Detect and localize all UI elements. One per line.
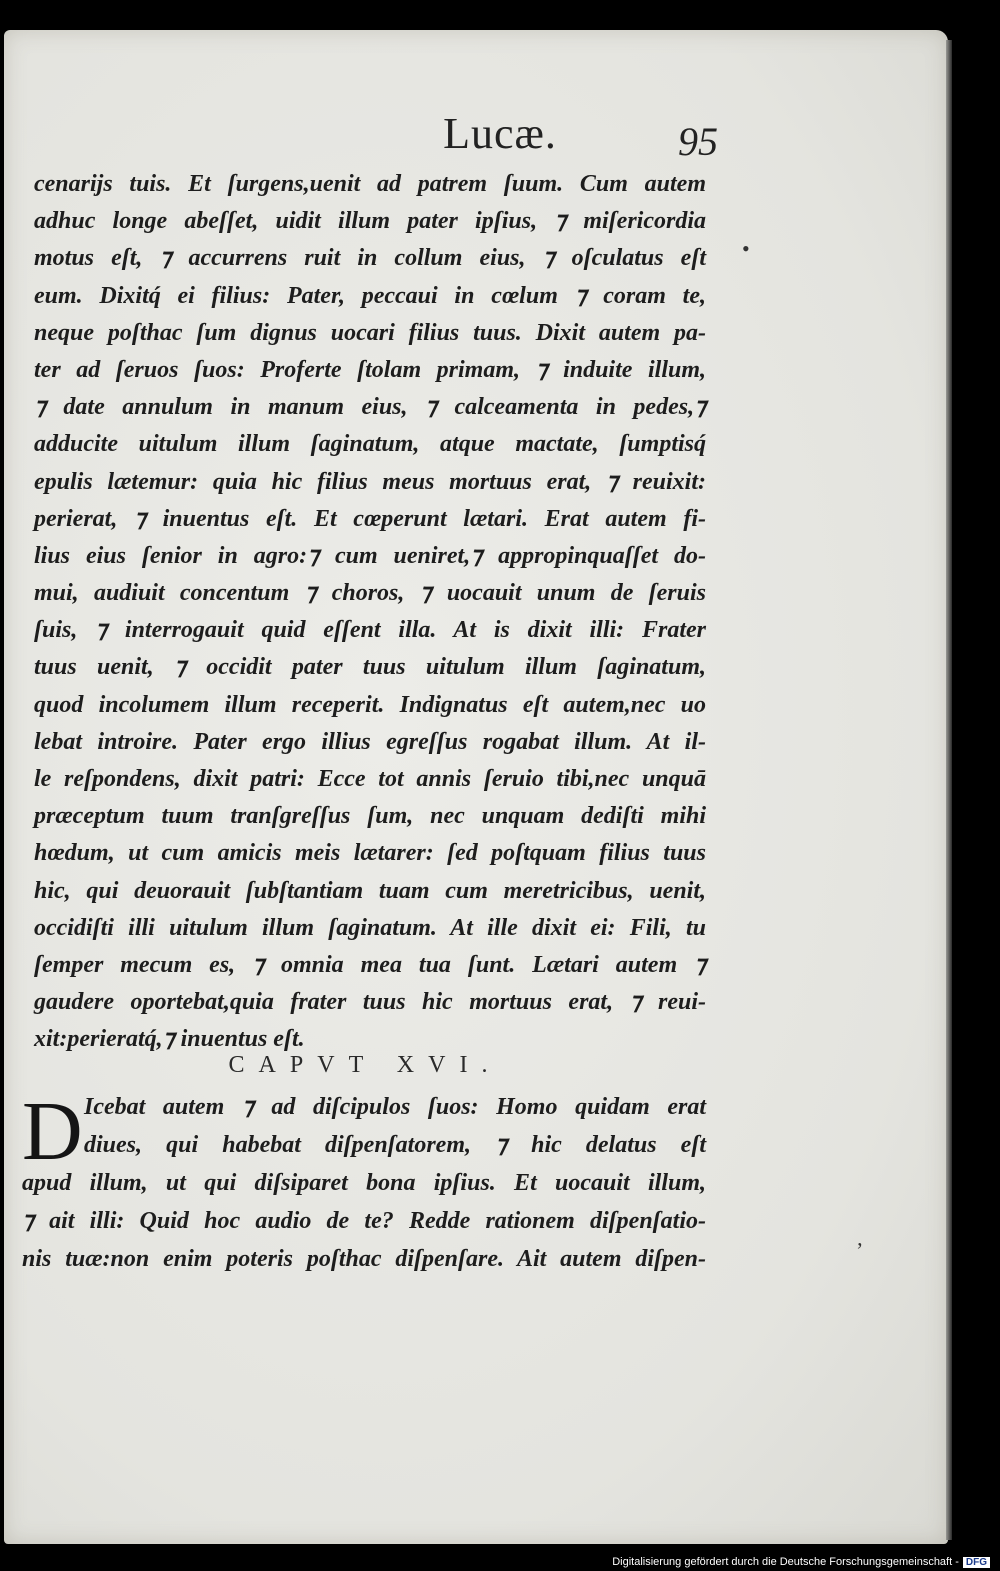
text-line: Icebat autem ⁊ ad diſcipulos ſuos: Homo quidam erat: [84, 1094, 706, 1120]
text-line: hic, qui deuorauit ſubſtantiam tuam cum meretricibus, uenit,: [34, 877, 706, 904]
text-line: apud illum, ut qui diſsiparet bona ipſius. Et uocauit illum,: [22, 1170, 706, 1196]
main-text-block: [34, 166, 706, 1059]
text-line: epulis lætemur: quia hic filius meus mortuus erat, ⁊ reuixit:: [34, 468, 706, 495]
text-line: eum. Dixitq́ ei filius: Pater, peccaui in cœlum ⁊ coram te,: [34, 282, 706, 309]
text-line: cenarijs tuis. Et ſurgens,uenit ad patrem ſuum. Cum autem: [34, 171, 706, 197]
dfg-logo: DFG: [963, 1557, 990, 1568]
credit-text: Digitalisierung gefördert durch die Deutsche Forschungsgemeinschaft -: [612, 1556, 959, 1568]
drop-cap: D: [22, 1085, 83, 1178]
text-line: ſemper mecum es, ⁊ omnia mea tua ſunt. Lætari autem ⁊: [34, 951, 706, 978]
page-number: 95: [678, 119, 718, 164]
margin-dot: •: [742, 236, 750, 261]
text-line: ⁊ date annulum in manum eius, ⁊ calceamenta in pedes,⁊: [34, 394, 706, 421]
text-line: diues, qui habebat diſpenſatorem, ⁊ hic delatus eſt: [84, 1132, 706, 1158]
text-line: le reſpondens, dixit patri: Ecce tot annis ſeruio tibi,nec unquā: [34, 766, 706, 792]
text-line: quod incolumem illum receperit. Indignatus eſt autem,nec uo: [34, 691, 706, 718]
digitization-credit: [612, 1556, 990, 1568]
text-line: nis tuæ:non enim poteris poſthac diſpenſare. Ait autem diſpen-: [22, 1246, 706, 1272]
text-line: ter ad ſeruos ſuos: Proferte ſtolam primam, ⁊ induite illum,: [34, 356, 706, 383]
text-line: perierat, ⁊ inuentus eſt. Et cœperunt lætari. Erat autem fi-: [34, 505, 706, 532]
chapter-heading: CAPVT XVI.: [228, 1052, 502, 1078]
chapter-text-block: [22, 1085, 706, 1278]
text-line: mui, audiuit concentum ⁊ choros, ⁊ uocauit unum de ſeruis: [34, 580, 706, 607]
margin-tick: ʼ: [856, 1238, 864, 1263]
text-line: occidiſti illi uitulum illum ſaginatum. At ille dixit ei: Fili, tu: [34, 914, 706, 941]
text-line: adducite uitulum illum ſaginatum, atque mactate, ſumptisq́: [34, 431, 706, 458]
text-line: lius eius ſenior in agro:⁊ cum ueniret,⁊ appropinquaſſet do-: [34, 542, 706, 569]
text-line: ⁊ ait illi: Quid hoc audio de te? Redde rationem diſpenſatio-: [22, 1208, 706, 1234]
text-line: ſuis, ⁊ interrogauit quid eſſent illa. At is dixit illi: Frater: [34, 617, 706, 644]
text-line: præceptum tuum tranſgreſſus ſum, nec unquam dediſti mihi: [34, 803, 706, 830]
text-line: adhuc longe abeſſet, uidit illum pater ipſius, ⁊ miſericordia: [34, 208, 706, 235]
text-line: tuus uenit, ⁊ occidit pater tuus uitulum illum ſaginatum,: [34, 654, 706, 681]
text-line: neque poſthac ſum dignus uocari filius tuus. Dixit autem pa-: [34, 319, 706, 346]
text-line: lebat introire. Pater ergo illius egreſſus rogabat illum. At il-: [34, 728, 706, 755]
text-line: gaudere oportebat,quia frater tuus hic mortuus erat, ⁊ reui-: [34, 989, 706, 1016]
page-edge: [946, 40, 952, 1540]
text-line: xit:perieratq́,⁊ inuentus eſt.: [34, 1026, 305, 1053]
text-line: motus eſt, ⁊ accurrens ruit in collum eius, ⁊ oſculatus eſt: [34, 245, 706, 272]
text-line: hœdum, ut cum amicis meis lætarer: ſed poſtquam filius tuus: [34, 840, 706, 867]
running-head: Lucæ.: [443, 109, 557, 158]
